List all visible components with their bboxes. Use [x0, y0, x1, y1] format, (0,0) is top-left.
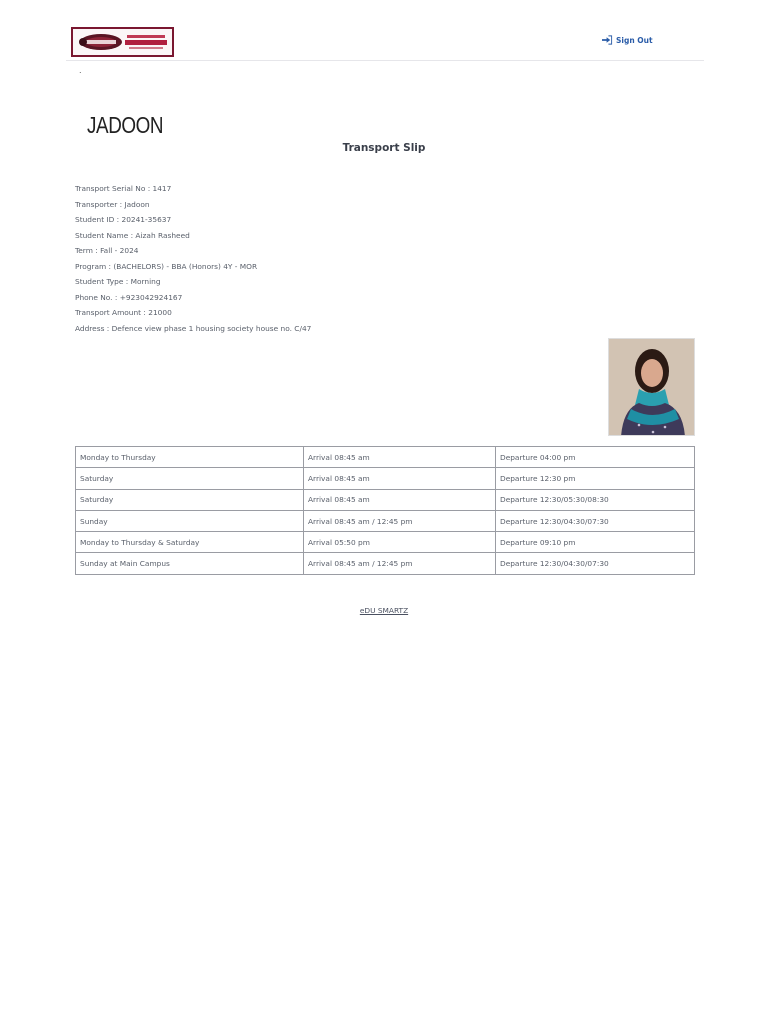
- detail-transporter: Transporter : Jadoon: [75, 199, 150, 209]
- sign-out-link[interactable]: [602, 35, 653, 45]
- schedule-days: Monday to Thursday: [76, 447, 304, 468]
- table-row: [76, 489, 695, 510]
- schedule-departure: Departure 09:10 pm: [496, 532, 695, 553]
- detail-program: Program : (BACHELORS) - BBA (Honors) 4Y - MOR: [75, 261, 258, 271]
- table-row: [76, 447, 695, 468]
- slip-details: [75, 183, 311, 338]
- schedule-days: Saturday: [76, 489, 304, 510]
- student-photo: [608, 338, 695, 436]
- schedule-arrival: Arrival 08:45 am: [304, 447, 496, 468]
- page-title: Transport Slip: [342, 142, 426, 154]
- stray-dot: .: [79, 66, 82, 75]
- schedule-days: Sunday: [76, 510, 304, 531]
- detail-student-name: Student Name : Aizah Rasheed: [75, 230, 190, 240]
- transporter-brand: JADOON: [87, 112, 164, 138]
- detail-serial: Transport Serial No : 1417: [75, 184, 172, 193]
- student-photo-image: [609, 339, 695, 436]
- schedule-departure: Departure 12:30/05:30/08:30: [496, 489, 695, 510]
- schedule-departure: Departure 12:30/04:30/07:30: [496, 510, 695, 531]
- detail-student-type: Student Type : Morning: [75, 277, 161, 286]
- schedule-arrival: Arrival 08:45 am: [304, 468, 496, 489]
- detail-phone: Phone No. : +923042924167: [75, 292, 183, 302]
- header: [0, 0, 768, 62]
- schedule-arrival: Arrival 05:50 pm: [304, 532, 496, 553]
- header-divider: [66, 60, 704, 61]
- table-row: [76, 510, 695, 531]
- schedule-days: Monday to Thursday & Saturday: [76, 532, 304, 553]
- institution-logo[interactable]: [71, 27, 174, 57]
- detail-student-id: Student ID : 20241-35637: [75, 215, 172, 224]
- detail-address: Address : Defence view phase 1 housing society house no. C/47: [75, 323, 312, 333]
- edu-smartz-link[interactable]: eDU SMARTZ: [359, 606, 409, 615]
- schedule-departure: Departure 12:30 pm: [496, 468, 695, 489]
- schedule-days: Saturday: [76, 468, 304, 489]
- table-row: [76, 553, 695, 574]
- detail-amount: Transport Amount : 21000: [75, 308, 172, 317]
- schedule-departure: Departure 12:30/04:30/07:30: [496, 553, 695, 574]
- sign-out-label: Sign Out: [616, 35, 653, 45]
- schedule-departure: Departure 04:00 pm: [496, 447, 695, 468]
- logo-graphic: [73, 29, 172, 55]
- schedule-arrival: Arrival 08:45 am: [304, 489, 496, 510]
- table-row: [76, 468, 695, 489]
- transport-schedule-table: [75, 446, 695, 575]
- schedule-arrival: Arrival 08:45 am / 12:45 pm: [304, 510, 496, 531]
- schedule-days: Sunday at Main Campus: [76, 553, 304, 574]
- sign-out-icon: [602, 35, 613, 45]
- detail-term: Term : Fall - 2024: [75, 246, 139, 255]
- table-row: [76, 532, 695, 553]
- schedule-arrival: Arrival 08:45 am / 12:45 pm: [304, 553, 496, 574]
